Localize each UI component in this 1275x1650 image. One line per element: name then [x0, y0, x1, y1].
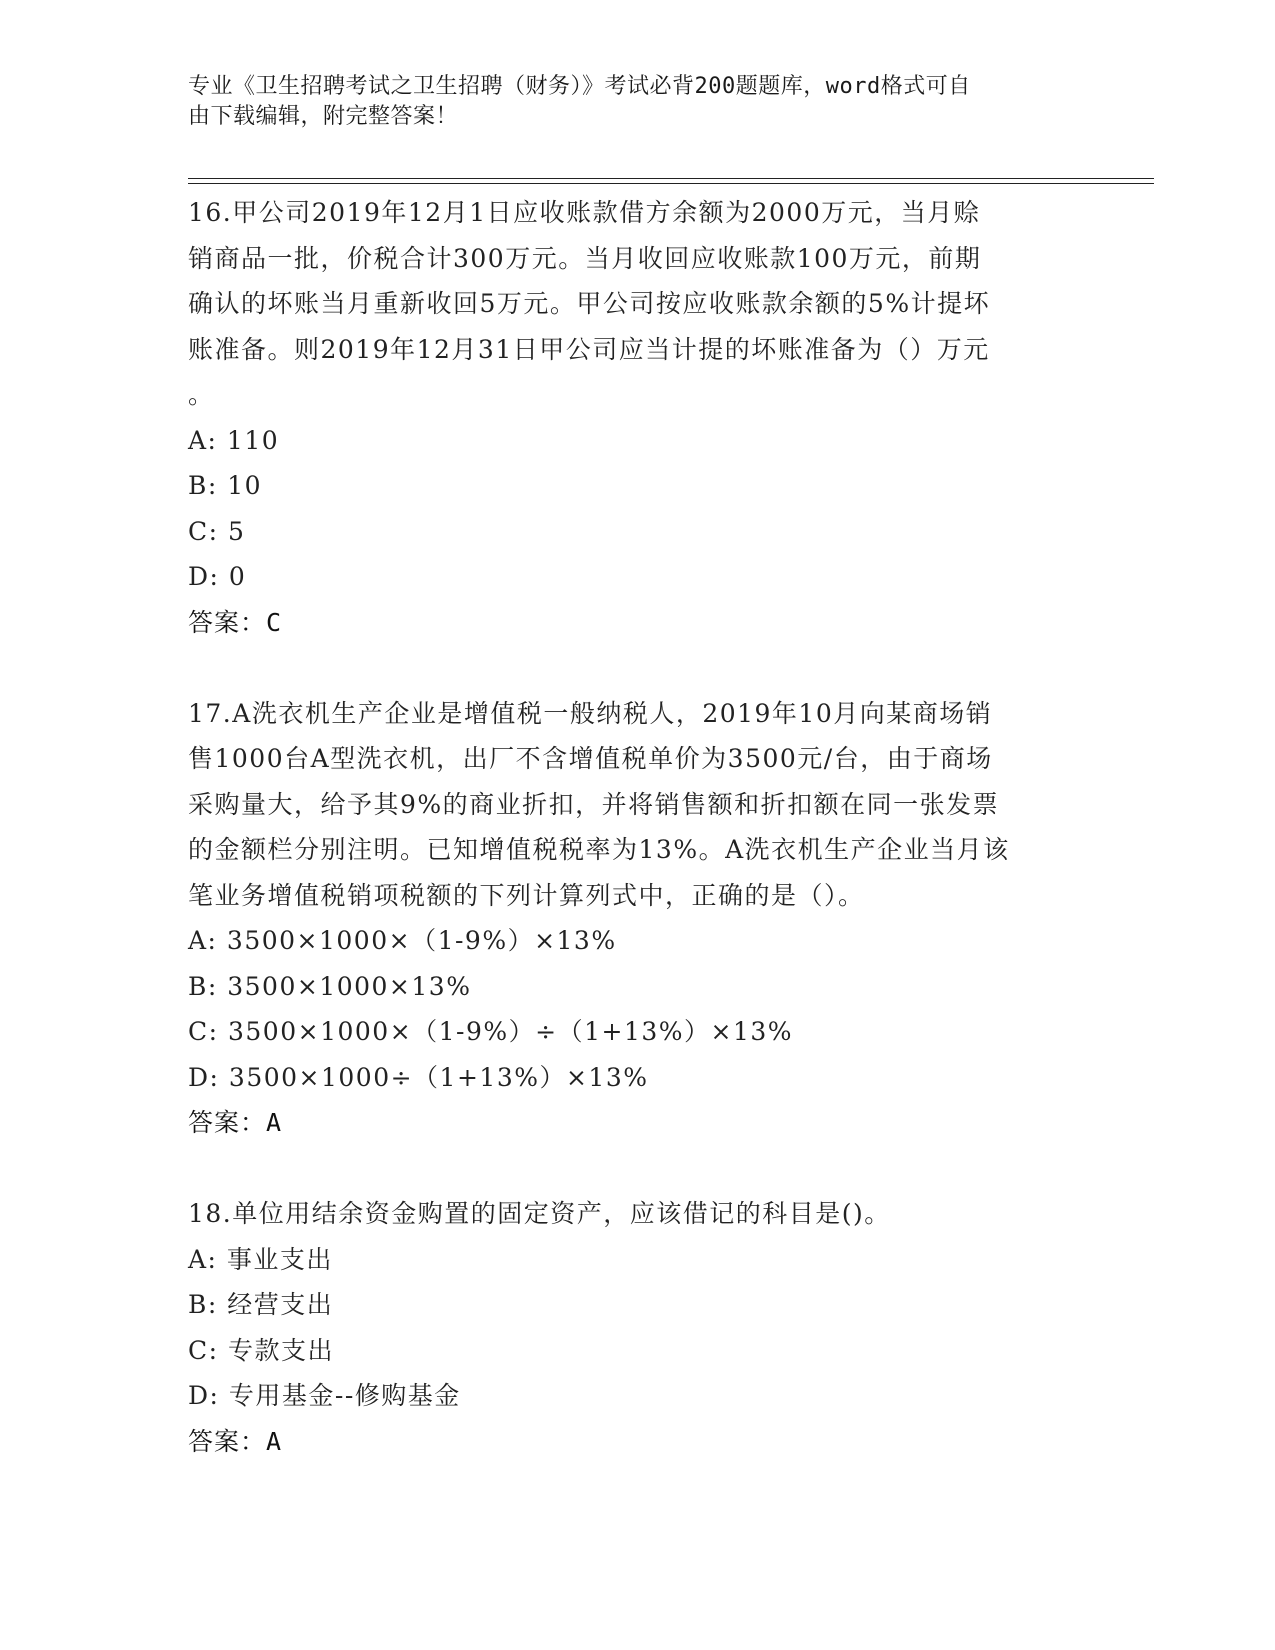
option-b: B: 10 [188, 471, 263, 500]
option-c: C: 专款支出 [188, 1335, 334, 1365]
question-list [188, 190, 1088, 1464]
option-c: C: 5 [188, 516, 246, 546]
question-text-line: 销商品一批，价税合计300万元。当月收回应收账款100万元，前期 [188, 243, 982, 273]
header-divider-bottom [188, 183, 1154, 184]
option-b: B: 3500×1000×13% [188, 971, 472, 1001]
question-text-line: 账准备。则2019年12月31日甲公司应当计提的坏账准备为（）万元 [188, 334, 990, 364]
question-17 [188, 691, 1088, 1146]
question-text-line: 18.单位用结余资金购置的固定资产，应该借记的科目是()。 [188, 1199, 891, 1228]
option-d: D: 0 [188, 562, 247, 591]
option-d: D: 3500×1000÷（1+13%）×13% [188, 1062, 649, 1092]
spacer [188, 1146, 1088, 1192]
header-divider-top [188, 178, 1154, 179]
option-c: C: 3500×1000×（1-9%）÷（1+13%）×13% [188, 1017, 794, 1046]
spacer [188, 645, 1088, 691]
question-18 [188, 1191, 1088, 1464]
question-text-line: 17.A洗衣机生产企业是增值税一般纳税人，2019年10月向某商场销 [188, 698, 993, 728]
question-text-line: 。 [188, 380, 215, 409]
question-text-line: 笔业务增值税销项税额的下列计算列式中，正确的是（）。 [188, 880, 865, 910]
option-d: D: 专用基金--修购基金 [188, 1381, 461, 1410]
question-text-line: 采购量大，给予其9%的商业折扣，并将销售额和折扣额在同一张发票 [188, 789, 1000, 819]
option-a: A: 110 [188, 425, 280, 455]
option-a: A: 事业支出 [188, 1244, 333, 1274]
header-line-1: 专业《卫生招聘考试之卫生招聘（财务）》考试必背200题题库，word格式可自 [188, 74, 971, 99]
option-b: B: 经营支出 [188, 1290, 334, 1319]
header-line-2: 由下载编辑，附完整答案！ [188, 104, 459, 129]
question-text-line: 售1000台A型洗衣机，出厂不含增值税单价为3500元/台，由于商场 [188, 744, 993, 773]
answer: 答案：C [188, 607, 283, 637]
question-text-line: 16.甲公司2019年12月1日应收账款借方余额为2000万元，当月赊 [188, 198, 981, 227]
document-header [188, 72, 1068, 132]
question-text-line: 的金额栏分别注明。已知增值税税率为13%。A洗衣机生产企业当月该 [188, 835, 1010, 864]
option-a: A: 3500×1000×（1-9%）×13% [188, 926, 617, 955]
answer: 答案：A [188, 1108, 283, 1137]
answer: 答案：A [188, 1426, 283, 1456]
question-16 [188, 190, 1088, 645]
question-text-line: 确认的坏账当月重新收回5万元。甲公司按应收账款余额的5%计提坏 [188, 289, 991, 318]
